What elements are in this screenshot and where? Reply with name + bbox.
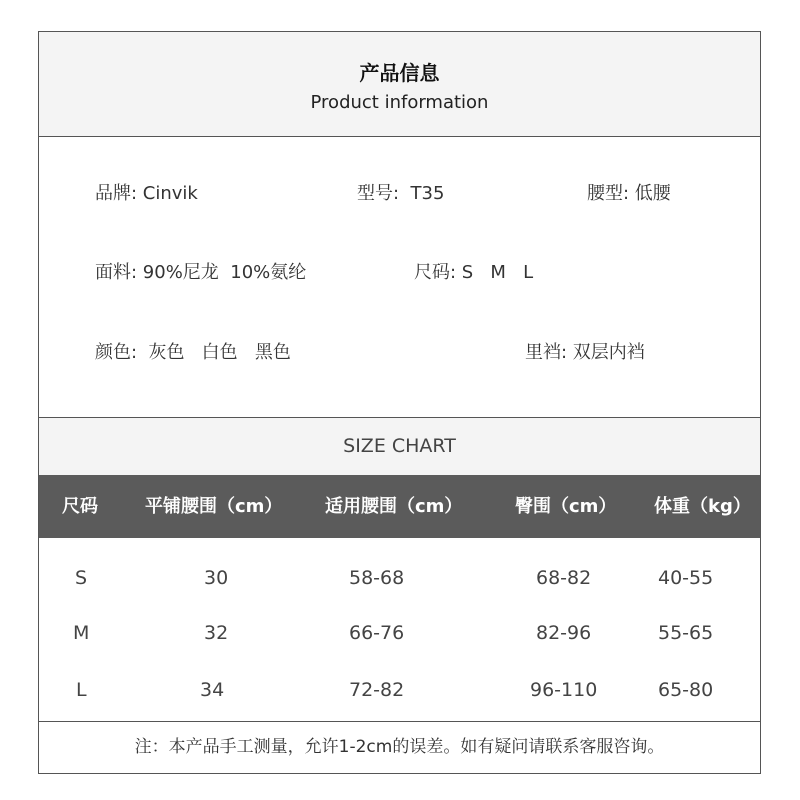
colors-attribute: 颜色: 灰色 白色 黑色 (95, 342, 291, 363)
header-weight: 体重（kg） (654, 496, 751, 517)
cell-size: S (75, 567, 88, 589)
cell-hip: 96-110 (530, 679, 598, 701)
cell-weight: 40-55 (658, 567, 714, 589)
product-attributes (39, 137, 760, 418)
model-attribute: 型号: T35 (357, 183, 445, 204)
cell-size: M (73, 622, 90, 644)
cell-size: L (76, 679, 87, 701)
product-info-header (39, 32, 760, 137)
cell-flat-waist: 30 (204, 567, 229, 589)
cell-fit-waist: 72-82 (349, 679, 405, 701)
table-row (39, 605, 760, 661)
cell-hip: 82-96 (536, 622, 592, 644)
fabric-attribute: 面料: 90%尼龙 10%氨纶 (95, 262, 307, 283)
cell-hip: 68-82 (536, 567, 592, 589)
header-hip: 臀围（cm） (515, 496, 617, 517)
sizes-attribute: 尺码: S M L (414, 262, 534, 283)
cell-flat-waist: 34 (200, 679, 225, 701)
size-chart-body (39, 538, 760, 722)
cell-fit-waist: 66-76 (349, 622, 405, 644)
table-row (39, 550, 760, 606)
cell-weight: 65-80 (658, 679, 714, 701)
cell-fit-waist: 58-68 (349, 567, 405, 589)
product-info-sheet (38, 31, 761, 774)
size-chart-title: SIZE CHART (39, 418, 760, 475)
title-english: Product information (310, 92, 489, 113)
table-row (39, 662, 760, 718)
brand-attribute: 品牌: Cinvik (95, 183, 198, 204)
header-size: 尺码 (62, 496, 98, 517)
cell-weight: 55-65 (658, 622, 714, 644)
measurement-note: 注：本产品手工测量，允许1-2cm的误差。如有疑问请联系客服咨询。 (134, 737, 665, 757)
crotch-attribute: 里裆: 双层内裆 (525, 342, 645, 363)
size-chart-header-row (39, 475, 760, 538)
cell-flat-waist: 32 (204, 622, 229, 644)
waist-type-attribute: 腰型: 低腰 (587, 183, 671, 204)
header-fit-waist: 适用腰围（cm） (325, 496, 463, 517)
title-chinese: 产品信息 (359, 61, 440, 85)
header-flat-waist: 平铺腰围（cm） (145, 496, 283, 517)
